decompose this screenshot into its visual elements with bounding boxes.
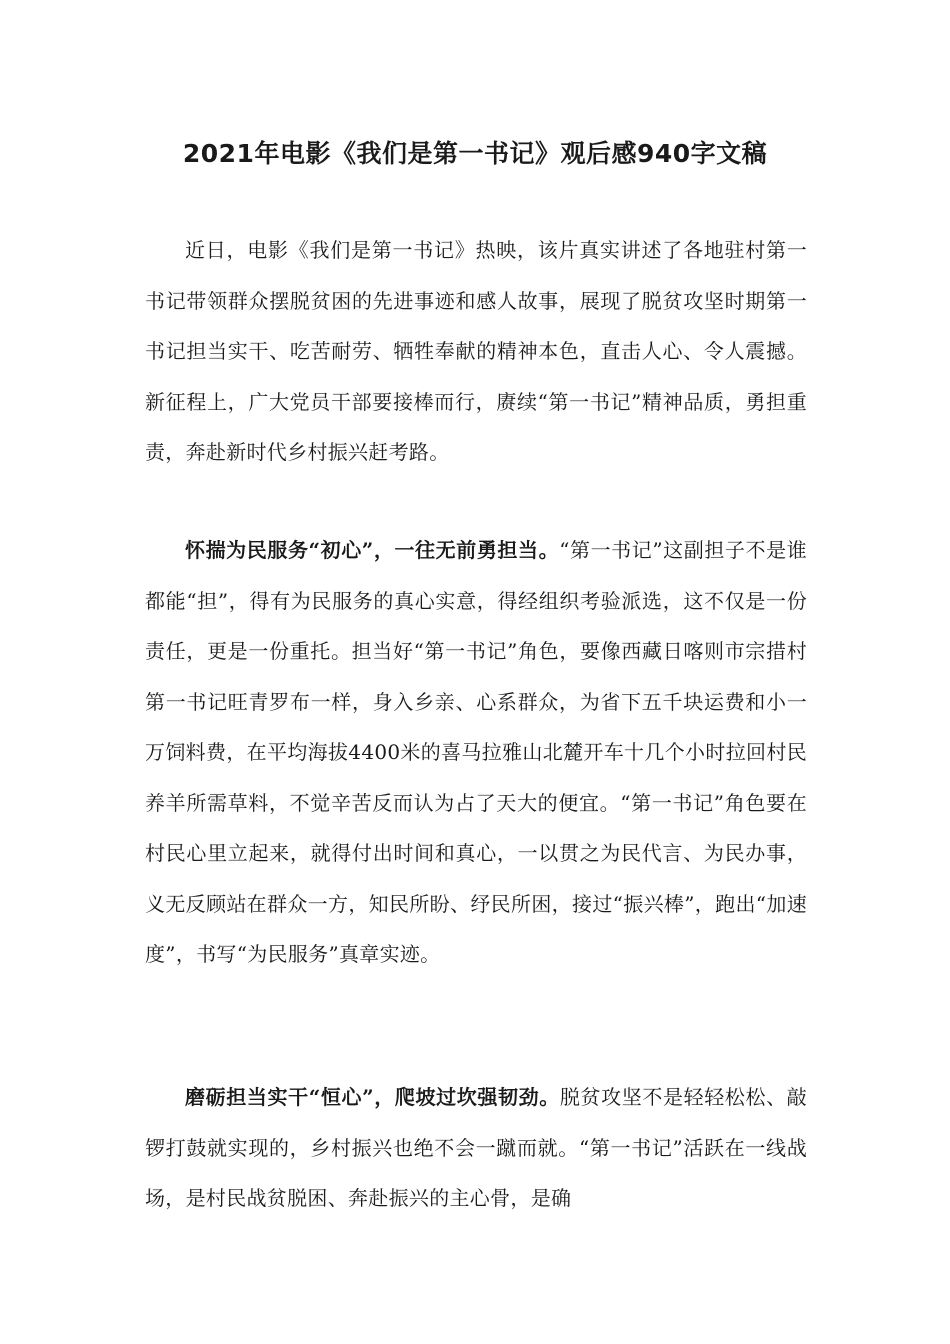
paragraph-text: “第一书记”这副担子不是谁都能“担”，得有为民服务的真心实意，得经组织考验派选，这不仅是一份责任，更是一份重托。担当好“第一书记”角色，要像西藏日喀则市宗措村第一书记旺青罗布一样，身入乡亲、心系群众，为省下五千块运费和小一万饲料费，在平均海拔4400米的喜马拉雅山北麓开车十几个小时拉回村民养羊所需草料，不觉辛苦反而认为占了天大的便宜。“第一书记”角色要在村民心里立起来，就得付出时间和真心，一以贯之为民代言、为民办事，义无反顾站在群众一方，知民所盼、纾民所困，接过“振兴棒”，跑出“加速度”，书写“为民服务”真章实迹。: [145, 538, 807, 966]
paragraph-text: 脱贫攻坚不是轻轻松松、敲锣打鼓就实现的，乡村振兴也绝不会一蹴而就。“第一书记”活跃在一线战场，是村民战贫脱困、奔赴振兴的主心骨，是确: [145, 1085, 807, 1210]
paragraph-lead-heading: 怀揣为民服务“初心”，一往无前勇担当。: [185, 538, 560, 562]
paragraph-intro: [145, 225, 807, 478]
paragraph-section-2: [145, 1072, 807, 1224]
paragraph-text: 近日，电影《我们是第一书记》热映，该片真实讲述了各地驻村第一书记带领群众摆脱贫困的先进事迹和感人故事，展现了脱贫攻坚时期第一书记担当实干、吃苦耐劳、牺牲奉献的精神本色，直击人心、令人震撼。新征程上，广大党员干部要接棒而行，赓续“第一书记”精神品质，勇担重责，奔赴新时代乡村振兴赶考路。: [145, 238, 807, 464]
paragraph-section-1: [145, 525, 807, 980]
paragraph-lead-heading: 磨砺担当实干“恒心”，爬坡过坎强韧劲。: [185, 1085, 560, 1109]
document-title: 2021年电影《我们是第一书记》观后感940字文稿: [182, 139, 768, 168]
